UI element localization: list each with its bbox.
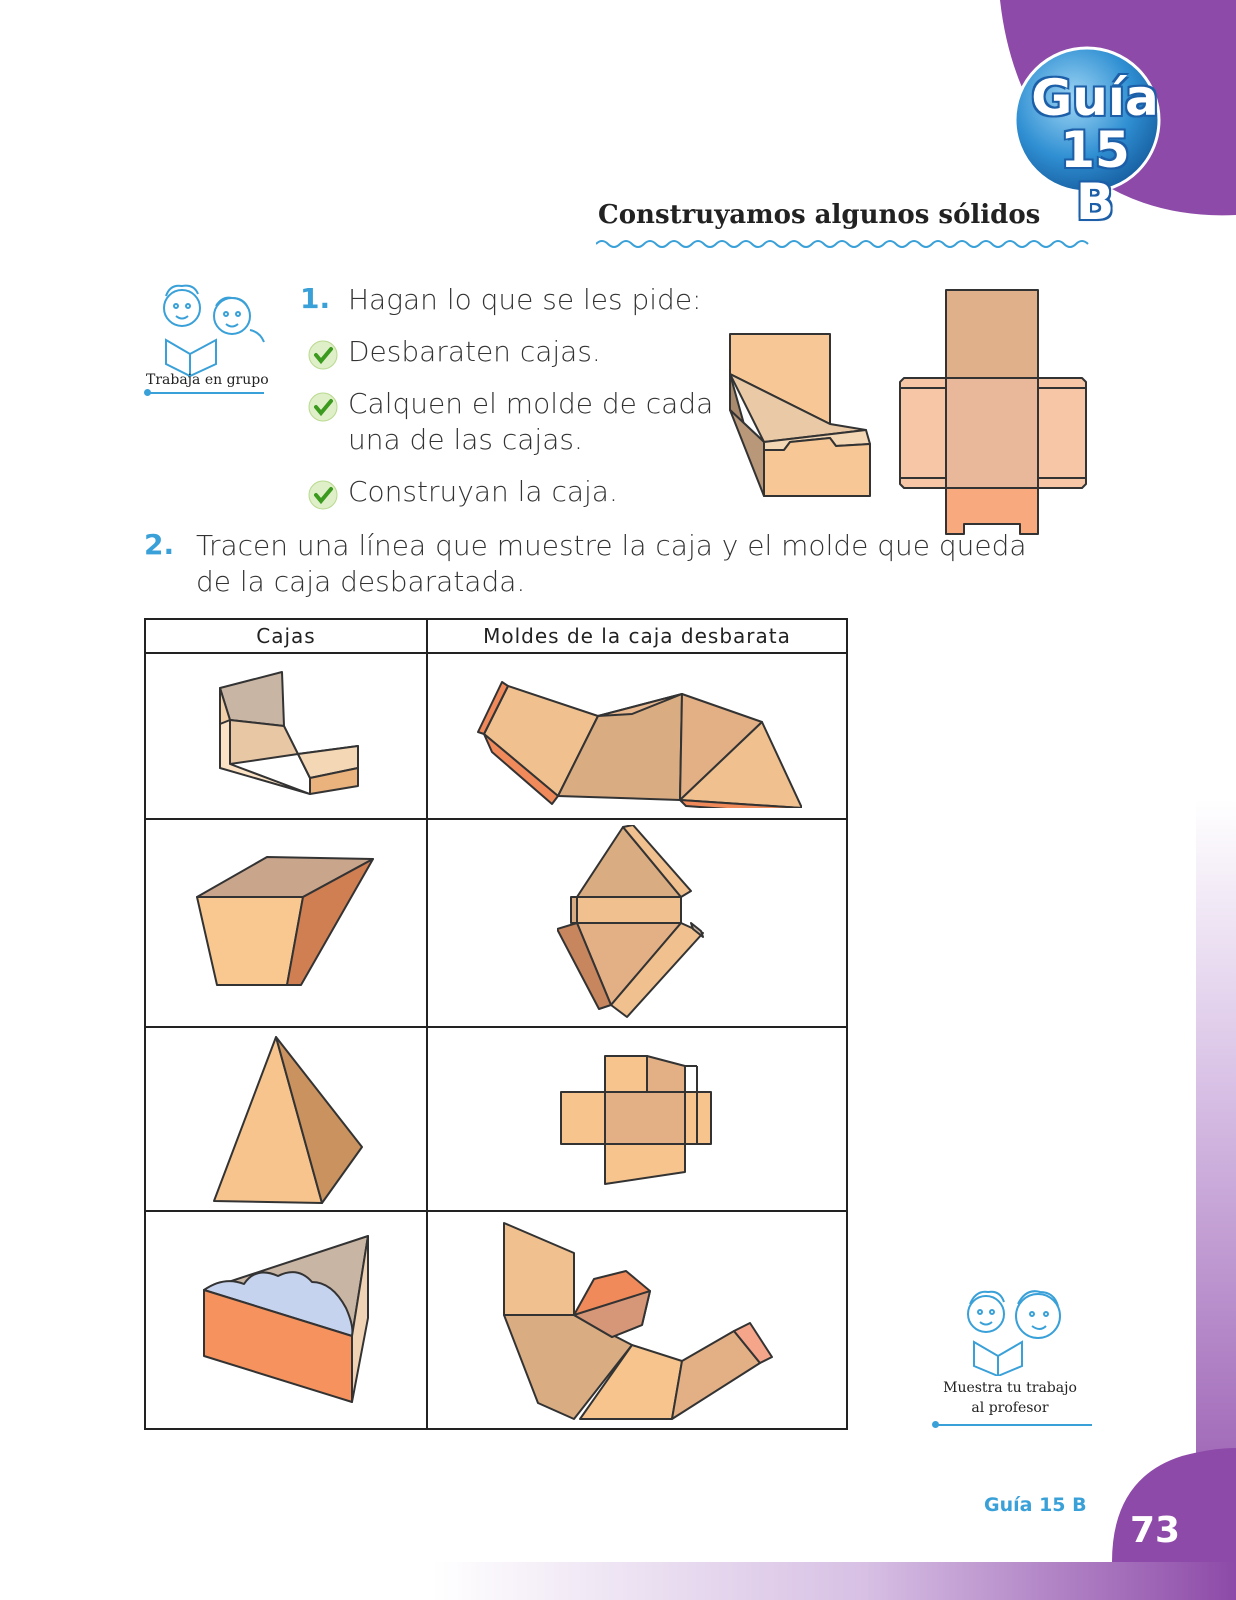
two-kids-reading-icon: [956, 1286, 1076, 1376]
net-cell[interactable]: [427, 1027, 847, 1211]
group-work-underline: [146, 392, 264, 394]
hexagonal-box-net-illustration: [494, 1219, 780, 1421]
page-number: 73: [1130, 1510, 1181, 1551]
box-cell[interactable]: [145, 653, 427, 819]
net-cell[interactable]: [427, 819, 847, 1027]
guide-letter: B: [1075, 173, 1115, 231]
check-icon: [308, 340, 338, 370]
cake-slice-box-illustration: [198, 1232, 374, 1408]
net-cell[interactable]: [427, 1211, 847, 1429]
exercise-2-instruction-line1: Tracen una línea que muestre la caja y el molde que queda: [196, 529, 1027, 562]
show-work-line2: al profesor: [971, 1400, 1049, 1416]
show-work-line1: Muestra tu trabajo: [943, 1380, 1077, 1396]
step-2-text-line2: una de las cajas.: [348, 423, 583, 456]
pyramid-illustration: [206, 1033, 366, 1205]
net-cell[interactable]: [427, 653, 847, 819]
group-work-dot: [144, 389, 151, 396]
box-cell[interactable]: [145, 819, 427, 1027]
exercise-1-instruction: Hagan lo que se les pide:: [348, 283, 702, 316]
exercise-2-instruction-line2: de la caja desbaratada.: [196, 565, 526, 598]
two-kids-reading-icon: [146, 278, 270, 378]
header-boxes: Cajas: [145, 619, 427, 653]
show-work-underline: [936, 1424, 1092, 1426]
triangle-box-net-illustration: [557, 825, 717, 1021]
header-nets: Moldes de la caja desbarata: [427, 619, 847, 653]
box-net-illustration: [898, 288, 1090, 540]
matching-table: [144, 618, 848, 1430]
trapezoid-box-illustration: [191, 853, 381, 993]
step-2-text-line1: Calquen el molde de cada: [348, 387, 714, 420]
exercise-2-number: 2.: [144, 528, 175, 561]
show-work-label: [940, 1378, 1080, 1418]
group-work-label: Trabaja en grupo: [146, 372, 269, 388]
step-3-text: Construyan la caja.: [348, 475, 618, 508]
check-icon: [308, 392, 338, 422]
bottom-gradient-strip: [0, 1562, 1236, 1600]
step-1-text: Desbaraten cajas.: [348, 335, 601, 368]
slanted-box-illustration: [206, 668, 366, 804]
rectangular-box-net-illustration: [557, 1052, 717, 1186]
exercise-1-number: 1.: [300, 282, 331, 315]
open-box-illustration: [726, 330, 878, 500]
box-cell[interactable]: [145, 1027, 427, 1211]
guide-number: Guía 15: [1031, 69, 1159, 179]
check-icon: [308, 480, 338, 510]
box-cell[interactable]: [145, 1211, 427, 1429]
footer-guide-label: Guía 15 B: [984, 1494, 1087, 1516]
section-title: Construyamos algunos sólidos: [598, 200, 1041, 230]
wavy-underline: [596, 236, 1096, 252]
triangular-prism-net-illustration: [472, 664, 802, 808]
show-work-dot: [932, 1421, 939, 1428]
